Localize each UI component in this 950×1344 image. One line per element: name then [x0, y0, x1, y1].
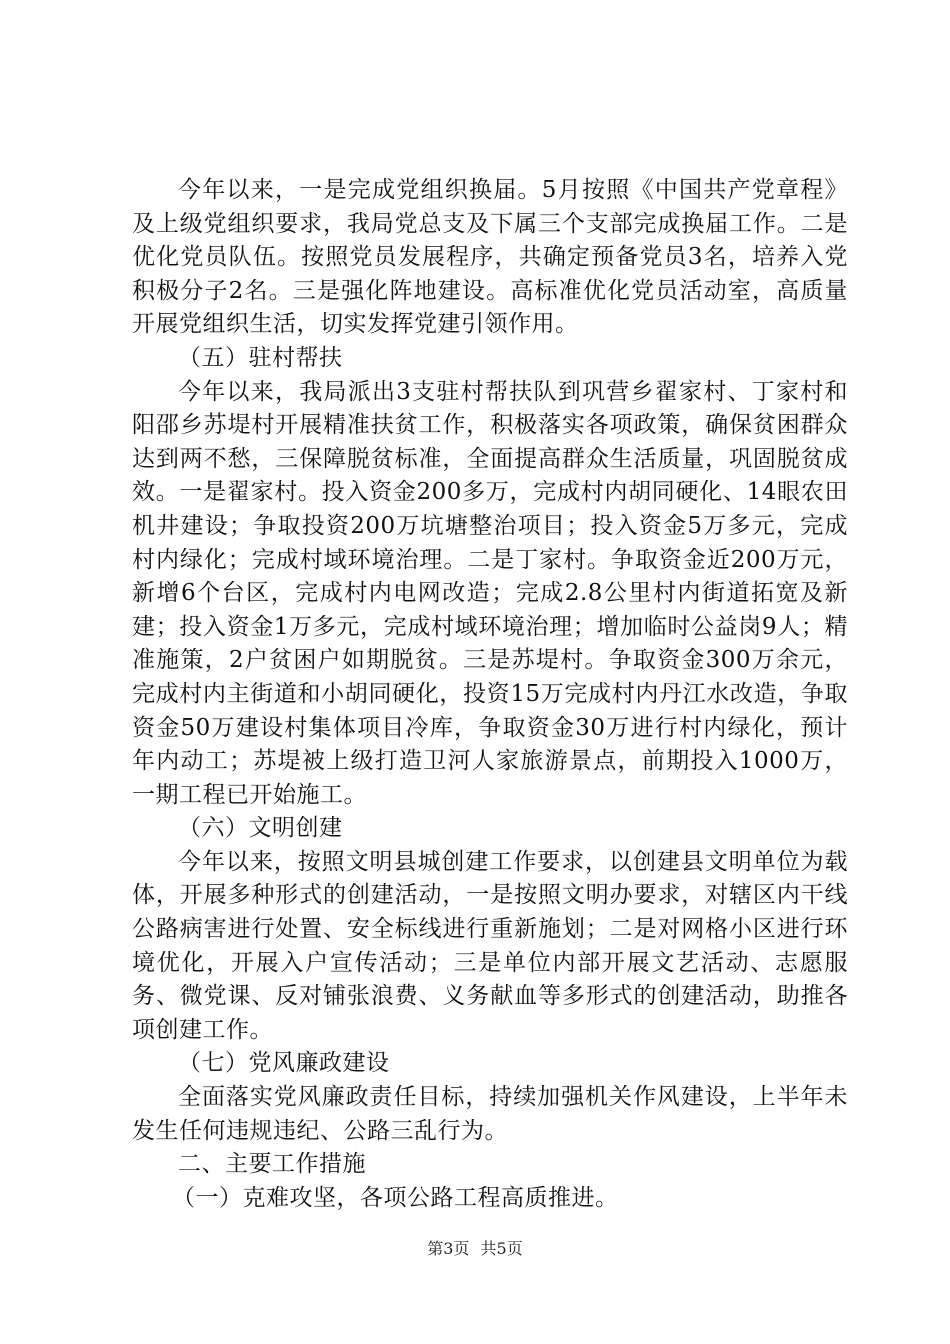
heading-integrity-building: （七）党风廉政建设 [178, 1050, 390, 1077]
paragraph-village-assistance: 今年以来，我局派出3支驻村帮扶队到巩营乡翟家村、丁家村和阳邵乡苏堤村开展精准扶贫工作，积极落实各项政策，确保贫困群众达到两不愁，三保障脱贫标准，全面提高群众生活质量，巩固脱贫成效。一是翟家村。投入资金200多万，完成村内胡同硬化、14眼农田机井建设；争取投资200万坑塘整治项目；投入资金5万多元，完成村内绿化；完成村域环境治理。二是丁家村。争取资金近200万元，新增6个台区，完成村内电网改造；完成2.8公里村内街道拓宽及新建；投入资金1万多元，完成村域环境治理；增加临时公益岗9人；精准施策，2户贫困户如期脱贫。三是苏堤村。争取资金300万余元，完成村内主街道和小胡同硬化，投资15万完成村内丹江水改造，争取资金50万建设村集体项目冷库，争取资金30万进行村内绿化，预计年内动工；苏堤被上级打造卫河人家旅游景点，前期投入1000万，一期工程已开始施工。 [132, 378, 848, 808]
page-number: 第3页 [427, 1239, 470, 1258]
document-body [132, 174, 848, 1215]
heading-civilization-building: （六）文明创建 [178, 815, 343, 842]
paragraph-party-organization: 今年以来，一是完成党组织换届。5月按照《中国共产党章程》及上级党组织要求，我局党总支及下属三个支部完成换届工作。二是优化党员队伍。按照党员发展程序，共确定预备党员3名，培养入党积极分子2名。三是强化阵地建设。高标准优化党员活动室，高质量开展党组织生活，切实发挥党建引领作用。 [132, 177, 848, 338]
paragraph-civilization-building: 今年以来，按照文明县城创建工作要求，以创建县文明单位为载体，开展多种形式的创建活动，一是按照文明办要求，对辖区内干线公路病害进行处置、安全标线进行重新施划；二是对网格小区进行环境优化，开展入户宣传活动；三是单位内部开展文艺活动、志愿服务、微党课、反对铺张浪费、义务献血等多形式的创建活动，助推各项创建工作。 [132, 848, 848, 1043]
heading-main-measures: 二、主要工作措施 [178, 1151, 366, 1178]
page-total: 共5页 [480, 1239, 523, 1258]
paragraph-integrity-building: 全面落实党风廉政责任目标，持续加强机关作风建设，上半年未发生任何违规违纪、公路三乱行为。 [132, 1084, 848, 1144]
heading-road-projects: （一）克难攻坚，各项公路工程高质推进。 [172, 1184, 619, 1211]
heading-village-assistance: （五）驻村帮扶 [178, 344, 343, 371]
page-footer [0, 1239, 950, 1259]
